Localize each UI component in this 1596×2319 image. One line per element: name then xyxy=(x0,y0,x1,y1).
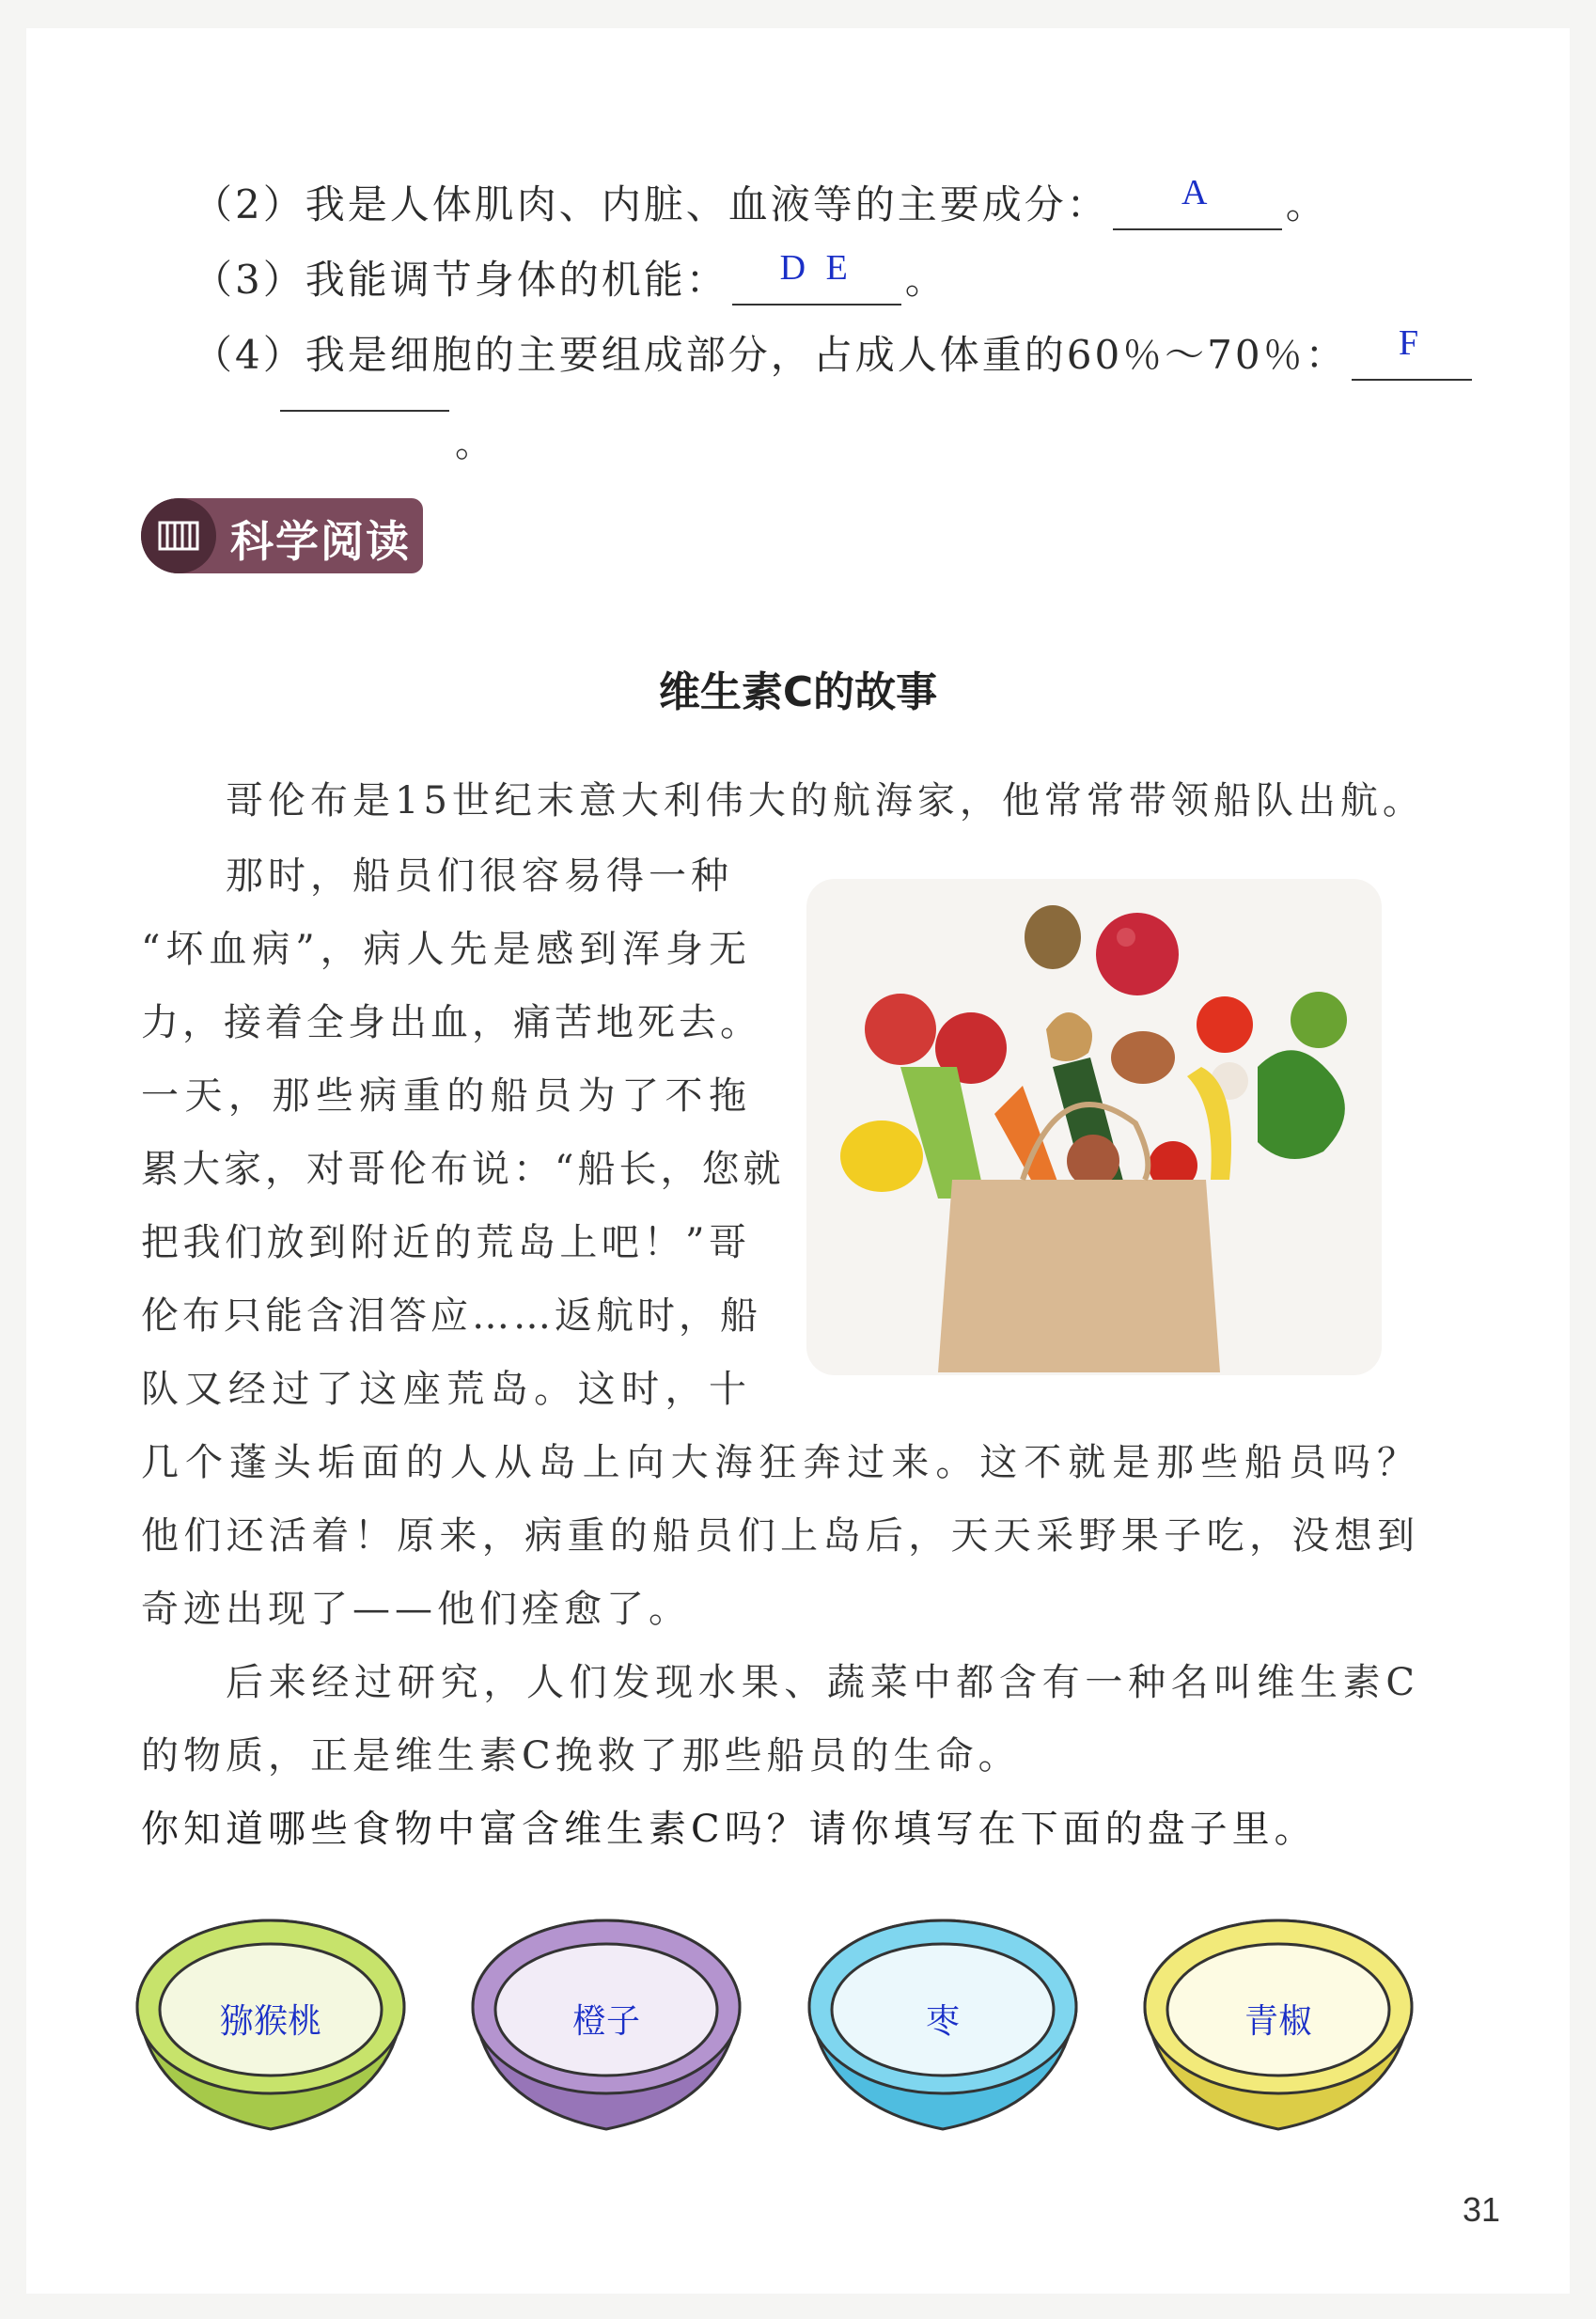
question-2-text: （2）我是人体肌肉、内脏、血液等的主要成分： xyxy=(193,181,1109,227)
bowl-1-answer: 猕猴桃 xyxy=(219,2002,321,2041)
story-question: 你知道哪些食物中富含维生素C吗？请你填写在下面的盘子里。 xyxy=(141,1808,1317,1851)
question-4-text: （4）我是细胞的主要组成部分，占成人体重的60％～70％： xyxy=(193,332,1348,378)
book-icon xyxy=(141,498,216,573)
story-line: 伦布只能含泪答应……返航时，船 xyxy=(141,1294,761,1338)
section-label: 科学阅读 xyxy=(230,516,411,567)
story-line: 哥伦布是15世纪末意大利伟大的航海家，他常常带领船队出航。 xyxy=(226,779,1425,823)
vegetable-bag-photo xyxy=(806,879,1382,1375)
bowl-3[interactable] xyxy=(806,1918,1079,2134)
question-3-text: （3）我能调节身体的机能： xyxy=(193,257,728,303)
question-3-suffix: 。 xyxy=(904,257,947,303)
question-2-suffix: 。 xyxy=(1285,181,1328,227)
bowl-2-answer: 橙子 xyxy=(571,2002,640,2041)
story-line: “坏血病”，病人先是感到浑身无 xyxy=(141,928,750,971)
story-line: 把我们放到附近的荒岛上吧！”哥 xyxy=(141,1221,750,1264)
story-line: 的物质，正是维生素C挽救了那些船员的生命。 xyxy=(141,1734,1021,1778)
answer-2-blank[interactable] xyxy=(1113,173,1282,230)
story-line: 后来经过研究，人们发现水果、蔬菜中都含有一种名叫维生素C xyxy=(226,1661,1419,1704)
question-3 xyxy=(193,249,947,306)
story-line: 几个蓬头垢面的人从岛上向大海狂奔过来。这不就是那些船员吗？ xyxy=(141,1441,1419,1484)
question-2 xyxy=(193,174,1328,230)
story-line: 队又经过了这座荒岛。这时，十 xyxy=(141,1368,750,1411)
bowl-2[interactable] xyxy=(470,1918,743,2134)
bowl-4-answer: 青椒 xyxy=(1244,2002,1312,2041)
answer-3: D E xyxy=(779,248,853,288)
answer-4-blank[interactable] xyxy=(1352,323,1472,381)
page-number: 31 xyxy=(1463,2190,1501,2229)
answer-4: F xyxy=(1399,323,1425,363)
story-line: 奇迹出现了——他们痊愈了。 xyxy=(141,1588,691,1631)
answer-4-blank-continued[interactable] xyxy=(280,410,449,412)
bowl-4[interactable] xyxy=(1142,1918,1415,2134)
section-badge xyxy=(141,498,423,573)
answer-2: A xyxy=(1181,173,1213,212)
story-line: 那时，船员们很容易得一种 xyxy=(226,854,733,898)
story-line: 力，接着全身出血，痛苦地死去。 xyxy=(141,1001,761,1044)
story-title: 维生素C的故事 xyxy=(658,668,938,716)
bowl-3-answer: 枣 xyxy=(925,2002,960,2041)
story-line: 一天，那些病重的船员为了不拖 xyxy=(141,1074,750,1118)
bowl-1[interactable] xyxy=(134,1918,407,2134)
question-4 xyxy=(193,324,1476,381)
story-line: 累大家，对哥伦布说：“船长，您就 xyxy=(141,1148,785,1191)
answer-3-blank[interactable] xyxy=(732,248,901,306)
story-line: 他们还活着！原来，病重的船员们上岛后，天天采野果子吃，没想到 xyxy=(141,1514,1419,1558)
question-4-suffix: 。 xyxy=(455,422,493,465)
